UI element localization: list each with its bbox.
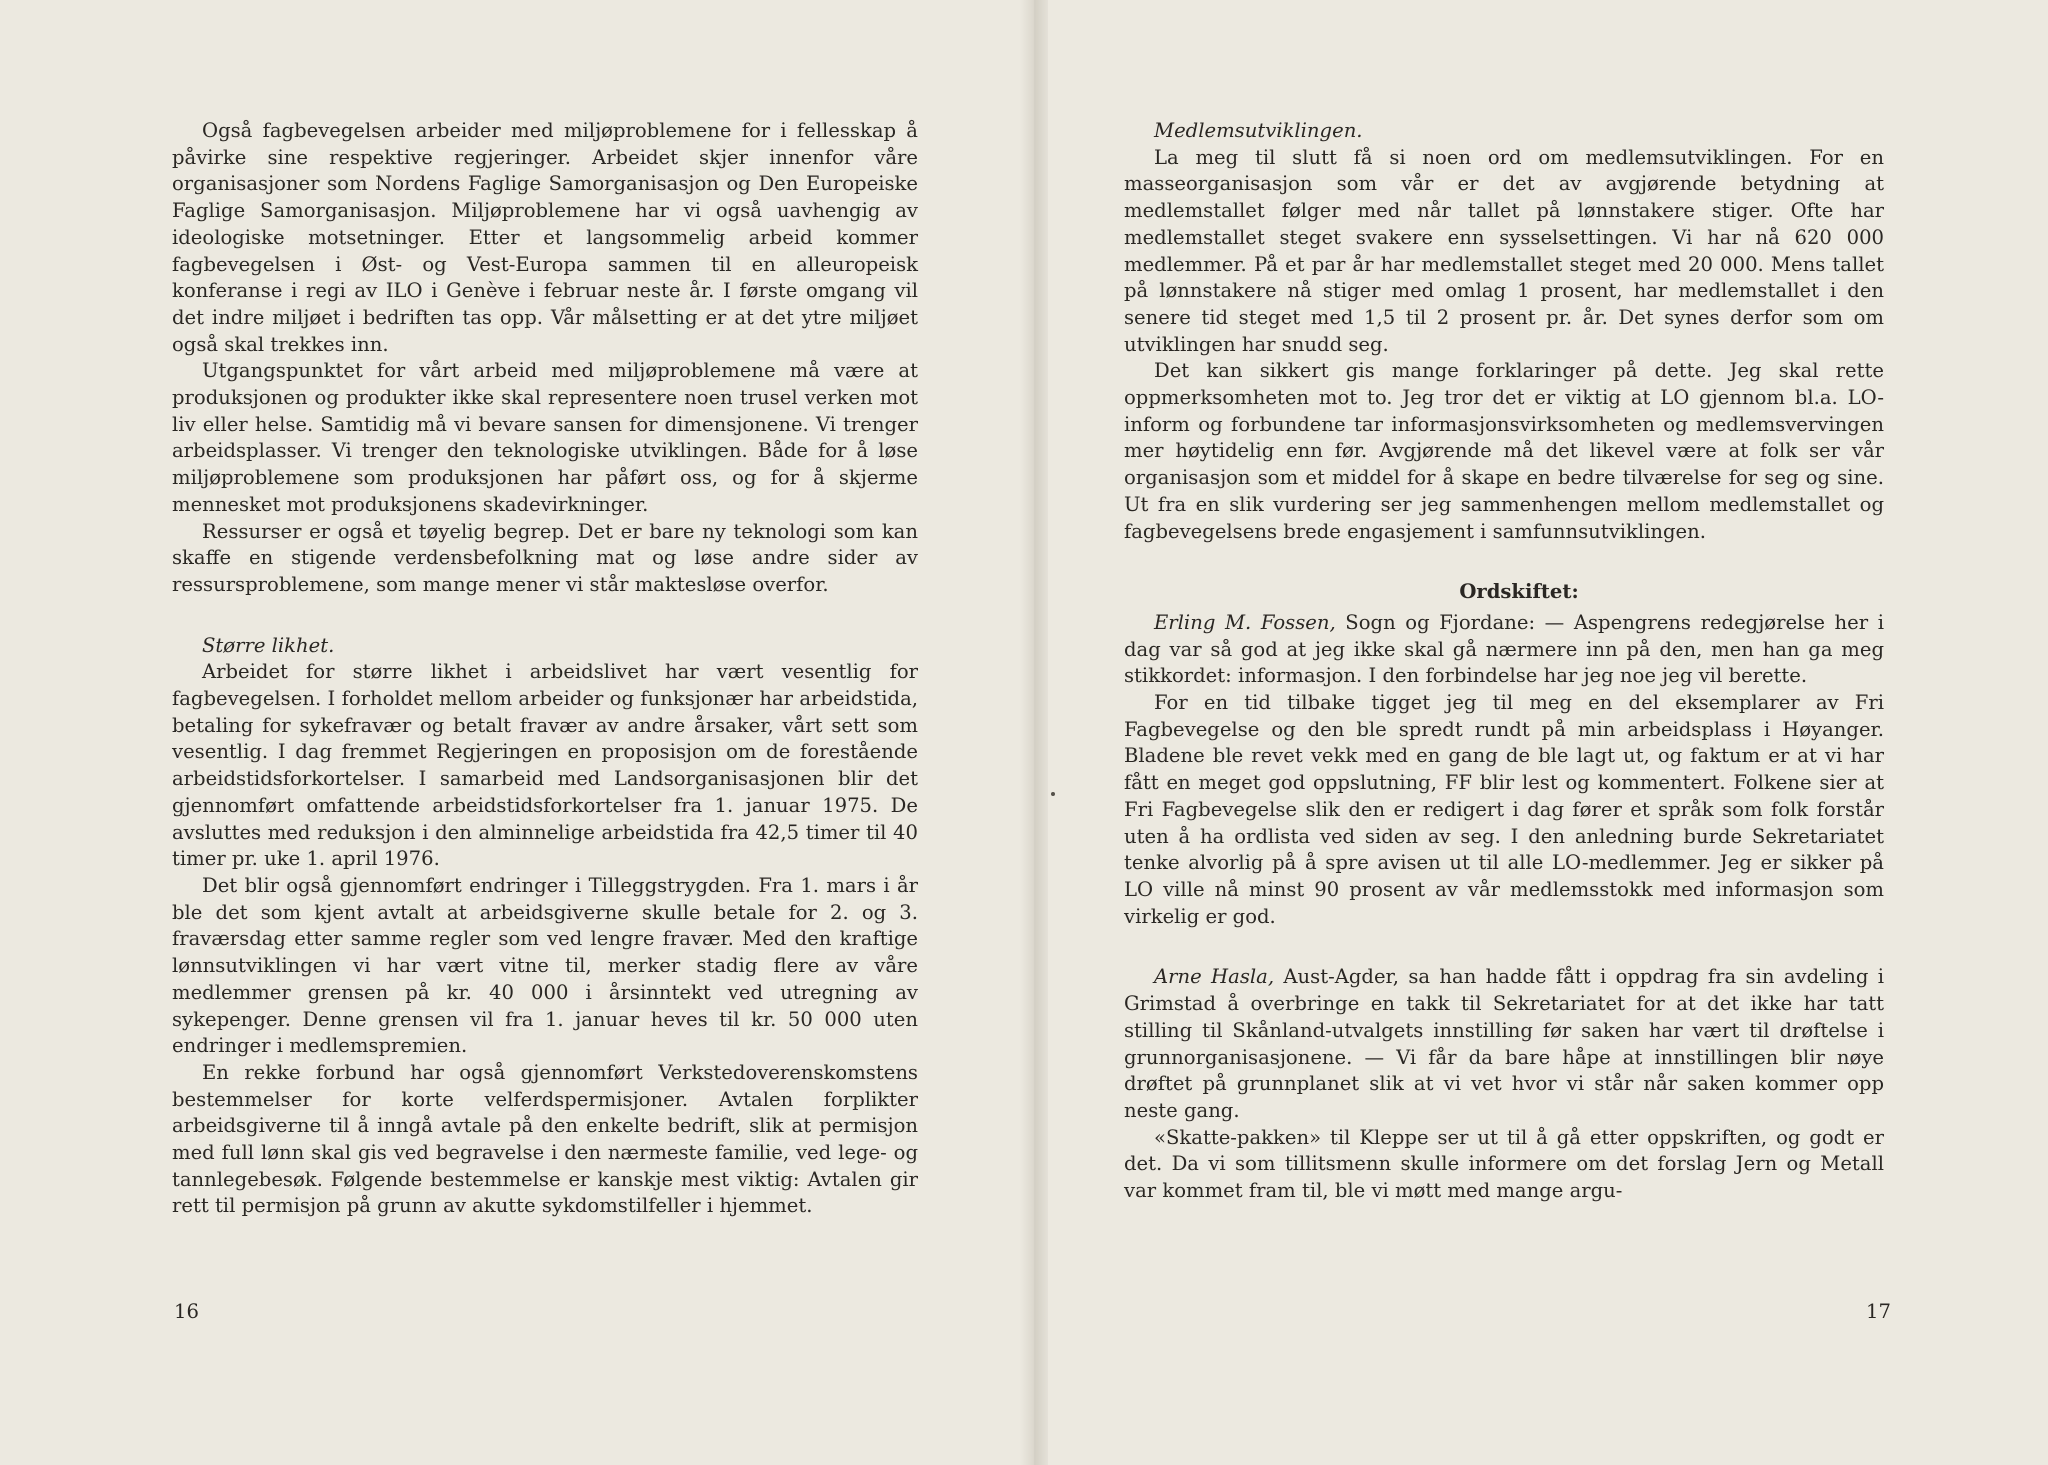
paragraph: Arbeidet for større likhet i arbeidslivet har vært vesentlig for fagbevegelsen. I forholdet mellom arbeider og funksjonær har arbeidstida, betaling for sykefravær og betalt fravær av andre årsaker, vårt sett som vesentlig. I dag fremmet Regjeringen en proposisjon om de forestående arbeidstidsforkortelser. I samarbeid med Landsorganisasjonen blir det gjennomført omfattende arbeidstidsforkortelser fra 1. januar 1975. De avsluttes med reduksjon i den alminnelige arbeidstida fra 42,5 timer til 40 timer pr. uke 1. april 1976. <box>172 660 918 871</box>
page-number-left: 16 <box>174 1300 199 1323</box>
section-title: Ordskiftet: <box>1459 580 1579 604</box>
paragraph: La meg til slutt få si noen ord om medlemsutviklingen. For en masseorganisasjon som vår er det av avgjørende betydning at medlemstallet følger med når tallet på lønnstakere stiger. Ofte har medlemstallet steget svakere enn sysselsettingen. Vi har nå 620 000 medlemmer. På et par år har medlemstallet steget med 20 000. Mens tallet på lønnstakere nå stiger med omlag 1 prosent, har medlemstallet i den senere tid steget med 1,5 til 2 prosent pr. år. Det synes derfor som om utviklingen har snudd seg. <box>1124 145 1884 356</box>
book-gutter <box>1020 0 1048 1465</box>
speaker-paragraph <box>1124 610 1884 690</box>
speaker-paragraph <box>1124 964 1884 1124</box>
paragraph: En rekke forbund har også gjennomført Verkstedoverenskomstens bestemmelser for korte velferdspermisjoner. Avtalen forplikter arbeidsgiverne til å inngå avtale på den enkelte bedrift, slik at permisjon med full lønn skal gis ved begravelse i den nærmeste familie, ved lege- og tannlegebesøk. Følgende bestemmelse er kanskje mest viktig: Avtalen gir rett til permisjon på grunn av akutte sykdomstilfeller i hjemmet. <box>172 1060 918 1218</box>
right-page <box>1124 118 1884 1205</box>
paragraph: Det kan sikkert gis mange forklaringer på dette. Jeg skal rette oppmerksomheten mot to. Jeg tror det er viktig at LO gjennom bl.a. LO-inform og forbundene tar informasjonsvirksomheten og medlemsvervingen mer høytidelig enn før. Avgjørende må det likevel være at folk ser vår organisasjon som et middel for å skape en bedre tilværelse for seg og sine. Ut fra en slik vurdering ser jeg sammenhengen mellom medlemstallet og fagbevegelsens brede engasjement i samfunnsutviklingen. <box>1124 359 1884 543</box>
section-heading: Medlemsutviklingen. <box>1154 119 1363 142</box>
paragraph: Ressurser er også et tøyelig begrep. Det er bare ny teknologi som kan skaffe en stigende verdensbefolkning mat og løse andre sider av ressursproblemene, som mange mener vi står maktesløse overfor. <box>172 519 918 596</box>
paragraph: Utgangspunktet for vårt arbeid med miljøproblemene må være at produksjonen og produkter ikke skal representere noen trusel verken mot liv eller helse. Samtidig må vi bevare sansen for dimensjonene. Vi trenger arbeidsplasser. Vi trenger den teknologiske utviklingen. Både for å løse miljøproblemene som produksjonen har påført oss, og for å skjerme mennesket mot produksjonens skadevirkninger. <box>172 359 918 516</box>
paragraph: «Skatte-pakken» til Kleppe ser ut til å gå etter oppskriften, og godt er det. Da vi som tillitsmenn skulle informere om det forslag Jern og Metall var kommet fram til, ble vi møtt med mange argu- <box>1124 1125 1884 1203</box>
paper-speck <box>1051 792 1055 796</box>
paragraph: Det blir også gjennomført endringer i Tilleggstrygden. Fra 1. mars i år ble det som kjent avtalt at arbeidsgiverne skulle betale for 2. og 3. fraværsdag etter samme regler som ved lengre fravær. Med den kraftige lønnsutviklingen vi har vært vitne til, merker stadig flere av våre medlemmer grensen på kr. 40 000 i årsinntekt ved utregning av sykepenger. Denne grensen vil fra 1. januar heves til kr. 50 000 uten endringer i medlemspremien. <box>172 873 918 1058</box>
speaker-text: Aust-Agder, sa han hadde fått i oppdrag fra sin avdeling i Grimstad å overbringe en takk til Sekretariatet for at det ikke har tatt stilling til Skånland-utvalgets innstilling før saken har vært til drøftelse i grunnorganisasjonene. — Vi får da bare håpe at innstillingen blir nøye drøftet på grunnplanet slik at vi vet hvor vi står når saken kommer opp neste gang. <box>1124 965 1885 1122</box>
page-number-right: 17 <box>1866 1300 1891 1323</box>
left-page <box>172 118 918 1220</box>
section-heading: Større likhet. <box>202 633 335 657</box>
speaker-name: Erling M. Fossen, <box>1154 610 1336 634</box>
paragraph: For en tid tilbake tigget jeg til meg en del eksemplarer av Fri Fagbevegelse og den ble spredt rundt på min arbeidsplass i Høyanger. Bladene ble revet vekk med en gang de ble lagt ut, og faktum er at vi har fått en meget god oppslutning, FF blir lest og kommentert. Folkene sier at Fri Fagbevegelse slik den er redigert i dag fører et språk som folk forstår uten å ha ordlista ved siden av seg. I den anledning burde Sekretariatet tenke alvorlig på å spre avisen ut til alle LO-medlemmer. Jeg er sikker på LO ville nå minst 90 prosent av vår medlemsstokk med informasjon som virkelig er god. <box>1124 691 1884 928</box>
speaker-text: Sogn og Fjordane: — Aspengrens redegjørelse her i dag var så god at jeg ikke skal gå nærmere inn på den, men han ga meg stikkordet: informasjon. I den forbindelse har jeg noe jeg vil berette. <box>1124 610 1884 688</box>
paragraph: Også fagbevegelsen arbeider med miljøproblemene for i fellesskap å påvirke sine respektive regjeringer. Arbeidet skjer innenfor våre organisasjoner som Nordens Faglige Samorganisasjon og Den Europeiske Faglige Samorganisasjon. Miljøproblemene har vi også uavhengig av ideologiske motsetninger. Etter et langsommelig arbeid kommer fagbevegelsen i Øst- og Vest-Europa sammen til en alleuropeisk konferanse i regi av ILO i Genève i februar neste år. I første omgang vil det indre miljøet i bedriften tas opp. Vår målsetting er at det ytre miljøet også skal trekkes inn. <box>172 119 918 356</box>
speaker-name: Arne Hasla, <box>1154 965 1275 989</box>
